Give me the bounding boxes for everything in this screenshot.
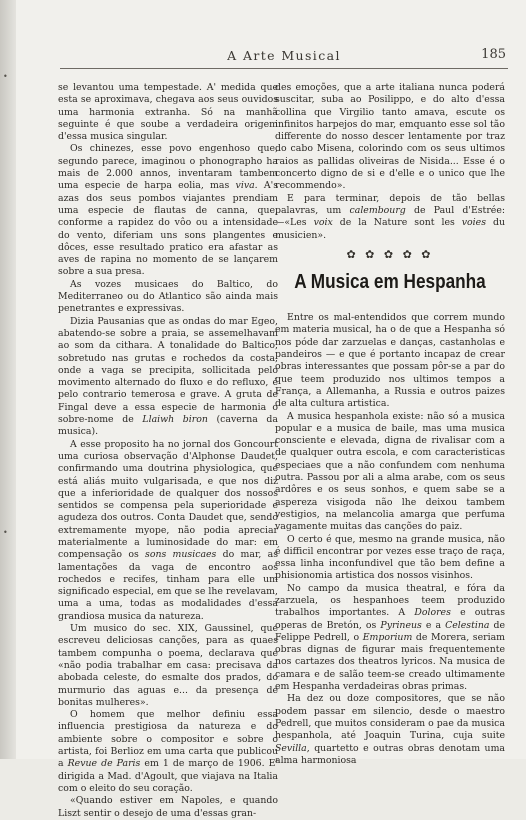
paragraph: A musica hespanhola existe: não só a musica popular e a musica de baile, mas uma musica consciente e elevada, digna de rivalisar com a de qualquer outra escola, e com caracteristicas especiaes que a não confundem com nenhuma outra. Passou por ali a alma arabe, com os seus ardôres e os seus sonhos, e quem sabe se a aspereza visigoda não lhe deixou tambem vestigios, na melancolia amarga que perfuma vagamente muitas das canções do paiz.: [275, 410, 505, 533]
binding-gutter: [0, 0, 16, 759]
section-ornament: ✿ ✿ ✿ ✿ ✿: [346, 247, 434, 261]
page-number: 185: [481, 47, 506, 62]
right-column: [275, 82, 505, 767]
paragraph: As vozes musicaes do Baltico, do Mediterraneo ou do Atlantico são ainda mais penetrantes e expressivas.: [58, 278, 278, 315]
paragraph: O homem que melhor definiu essa influencia prestigiosa da natureza e do ambiente sobre o compositor e sobre o artista, foi Berlioz em uma carta que publicou a Revue de Paris em 1 de março de 1906. E' dirigida a Mad. d'Agoult, que viajava na Italia com o eleito do seu coração.: [58, 709, 279, 794]
paragraph: Os chinezes, esse povo engenhoso que, segundo parece, imaginou o phonographo ha mais de 2.000 annos, inventaram tambem uma especie de harpa eolia, mas viva. A's azas dos seus pombos viajantes prendiam uma especie de flautas de canna, que, conforme a rapidez do vôo ou a intensidade do vento, diferiam uns sons plangentes e dôces, esse resultado pratico era afastar as aves de rapina no momento de se lançarem sobre a sua presa.: [58, 143, 279, 278]
paragraph: Entre os mal-entendidos que correm mundo em materia musical, ha o de que a Hespanha só nos póde dar zarzuelas e danças, castanholas e pandeiros — e que é portanto incapaz de crear obras interessantes que possam pôr-se a par do que teem produzido nos ultimos tempos a França, a Allemanha, a Russia e outros paizes de alta cultura artistica.: [275, 312, 505, 410]
book-page: [16, 0, 526, 819]
paragraph: se levantou uma tempestade. A' medida que esta se aproximava, chegava aos seus ouvidos uma harmonia extranha. Só na manhã seguinte é que soube a verdadeira origem d'essa musica singular.: [58, 82, 278, 143]
article-title: A Musica em Hespanha: [294, 271, 486, 294]
paragraph: E para terminar, depois de tão bellas palavras, um calembourg de Paul d'Estrée: —«Les voix de la Nature sont les voies du musicien».: [275, 192, 505, 241]
paragraph: A esse proposito ha no jornal dos Goncourt uma curiosa observação d'Alphonse Daudet, confirmando uma doutrina physiologica, que está aliás muito vulgarisada, e que nos diz que a inferioridade de qualquer dos nossos sentidos se compensa pela superioridade e agudeza dos outros. Conta Daudet que, sendo extremamente myope, não podia apreciar materialmente a luminosidade do mar: em compensação os sons musicaes do mar, as lamentações da vaga de encontro aos rochedos e recifes, tinham para elle um significado especial, em que se lhe revelavam, uma a uma, todas as modalidades d'essa grandiosa musica da natureza.: [58, 438, 278, 622]
margin-mark: •: [3, 528, 8, 537]
paragraph: Um musico do sec. XIX, Gaussinel, que escreveu deliciosas canções, para as quaes tambem compunha o poema, declarava que «não podia trabalhar em casa: precisava da abobada celeste, do esmalte dos prados, do murmurio das aguas e... da presença de bonitas mulheres».: [58, 623, 278, 708]
paragraph: Dizia Pausanias que as ondas do mar Egeo, abatendo-se sobre a praia, se assemelhavam ao som da cithara. A tonalidade do Baltico, sobretudo nas grutas e rochedos da costa, onde a vaga se precipita, sollicitada pelo movimento alternado do fluxo e do refluxo, é pelo contrario temerosa e grave. A gruta de Fingal deve a essa especie de harmonia o sobre-nome de Llaiwh biron (caverna da musica).: [58, 315, 278, 438]
paragraph: «Quando estiver em Napoles, e quando Liszt sentir o desejo de uma d'essas gran-: [58, 795, 278, 819]
paragraph: No campo da musica theatral, e fóra da zarzuela, os hespanhoes teem produzido trabalhos importantes. A Dolores e outras operas de Bretón, os Pyrineus e a Celestina de Felippe Pedrell, o Emporium de Morera, seriam obras dignas de figurar mais frequentemente nos cartazes dos theatros lyricos. Na musica de camara e de salão teem-se creado ultimamente em Hespanha verdadeiras obras primas.: [275, 582, 506, 693]
paragraph: O certo é que, mesmo na grande musica, não é difficil encontrar por vezes esse traço de raça, essa linha inconfundivel que tão bem define a phisionomia artistica dos nossos visinhos.: [275, 533, 505, 582]
paragraph: Ha dez ou doze compositores, que se não podem passar em silencio, desde o maestro Pedrell, que muitos consideram o pae da musica hespanhola, até Joaquin Turina, cuja suite Sevilla, quartetto e outras obras denotam uma alma harmoniosa: [275, 693, 505, 766]
page-header: [60, 46, 508, 69]
left-column: [58, 82, 278, 820]
margin-mark: •: [3, 72, 8, 81]
paragraph: des emoções, que a arte italiana nunca poderá suscitar, suba ao Posilippo, e do alto d'essa collina que Virgilio tanto amava, escute os infinitos harpejos do mar, emquanto esse sol tão differente do nosso descer lentamente por traz do cabo Misena, colorindo com os seus ultimos raios as pallidas oliveiras de Nisida... Esse é o concerto digno de si e d'elle e o unico que lhe recommendo».: [275, 82, 505, 192]
running-title: A Arte Musical: [227, 48, 341, 63]
